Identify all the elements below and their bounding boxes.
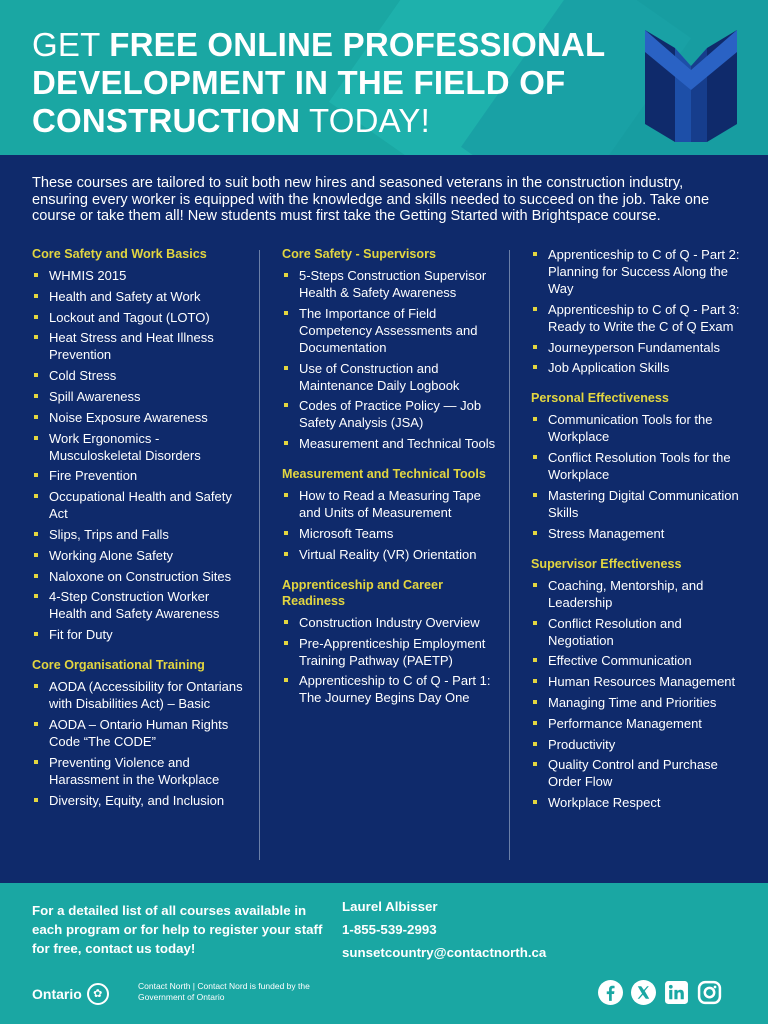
course-list: [282, 487, 496, 563]
section-title: Supervisor Effectiveness: [531, 556, 682, 571]
list-item: Virtual Reality (VR) Orientation: [282, 546, 496, 563]
list-item: Measurement and Technical Tools: [282, 435, 496, 452]
list-item: How to Read a Measuring Tape and Units of Measurement: [282, 487, 496, 521]
title-part: CONSTRUCTION: [32, 102, 301, 139]
social-links: [598, 980, 722, 1005]
section-measurement-tools: [282, 466, 496, 563]
linkedin-icon[interactable]: [664, 980, 689, 1005]
intro-paragraph: These courses are tailored to suit both new hires and seasoned veterans in the construction industry, ensuring every worker is equipped with the knowledge and skills needed to succeed on the job. Take one course or take them all! New students must first take the Getting Started with Brightspace course.: [32, 175, 710, 225]
list-item: The Importance of Field Competency Assessments and Documentation: [282, 305, 496, 356]
column-divider: [259, 250, 260, 860]
section-title: Core Safety - Supervisors: [282, 247, 436, 261]
section-title: Personal Effectiveness: [531, 391, 669, 406]
trillium-icon: ✿: [87, 983, 109, 1005]
course-list: [531, 246, 745, 376]
contact-phone[interactable]: 1-855-539-2993: [342, 922, 437, 937]
title-part: TODAY!: [300, 102, 431, 139]
course-column-1: [32, 246, 246, 823]
list-item: Cold Stress: [32, 367, 246, 384]
list-item: Mastering Digital Communication Skills: [531, 487, 745, 521]
list-item: Working Alone Safety: [32, 547, 246, 564]
list-item: Effective Communication: [531, 652, 745, 669]
call-to-action: For a detailed list of all courses available in each program or for help to register your staff for free, contact us today!: [32, 903, 323, 956]
list-item: Health and Safety at Work: [32, 288, 246, 305]
footer: [0, 883, 768, 1024]
course-list: [282, 267, 496, 452]
list-item: Construction Industry Overview: [282, 614, 496, 631]
facebook-icon[interactable]: [598, 980, 623, 1005]
section-core-safety-supervisors: [282, 246, 496, 452]
funding-note: Contact North | Contact Nord is funded by the Government of Ontario: [138, 981, 310, 1002]
contact-email[interactable]: sunsetcountry@contactnorth.ca: [342, 945, 547, 960]
contact-name: Laurel Albisser: [342, 899, 438, 914]
list-item: Spill Awareness: [32, 388, 246, 405]
list-item: WHMIS 2015: [32, 267, 246, 284]
section-title: Apprenticeship and Career Readiness: [282, 577, 443, 608]
list-item: Coaching, Mentorship, and Leadership: [531, 577, 745, 611]
x-icon[interactable]: [631, 980, 656, 1005]
title-part: DEVELOPMENT IN THE FIELD OF: [32, 64, 566, 101]
list-item: Workplace Respect: [531, 794, 745, 811]
ontario-wordmark: Ontario: [32, 986, 82, 1002]
title-part: GET: [32, 26, 110, 63]
section-title: Core Safety and Work Basics: [32, 247, 207, 261]
list-item: Journeyperson Fundamentals: [531, 339, 745, 356]
list-item: Naloxone on Construction Sites: [32, 568, 246, 585]
course-column-3: [531, 246, 745, 825]
ontario-logo: [32, 983, 109, 1005]
list-item: Work Ergonomics - Musculoskeletal Disorders: [32, 430, 246, 464]
list-item: Apprenticeship to C of Q - Part 2: Planning for Success Along the Way: [531, 246, 745, 297]
title-part: FREE ONLINE PROFESSIONAL: [109, 26, 606, 63]
course-list: [32, 267, 246, 643]
page-title: [32, 26, 632, 140]
header-banner: [0, 0, 768, 155]
section-personal-effectiveness: [531, 390, 745, 541]
list-item: AODA (Accessibility for Ontarians with Disabilities Act) – Basic: [32, 678, 246, 712]
list-item: Diversity, Equity, and Inclusion: [32, 792, 246, 809]
list-item: Use of Construction and Maintenance Daily Logbook: [282, 360, 496, 394]
list-item: Occupational Health and Safety Act: [32, 488, 246, 522]
list-item: Human Resources Management: [531, 673, 745, 690]
course-column-2: [282, 246, 496, 720]
list-item: Pre-Apprenticeship Employment Training Pathway (PAETP): [282, 635, 496, 669]
list-item: Noise Exposure Awareness: [32, 409, 246, 426]
list-item: Apprenticeship to C of Q - Part 1: The Journey Begins Day One: [282, 672, 496, 706]
column-divider: [509, 250, 510, 860]
contact-north-logo: [645, 30, 737, 142]
section-supervisor-effectiveness: [531, 556, 745, 811]
section-core-safety: [32, 246, 246, 643]
list-item: Quality Control and Purchase Order Flow: [531, 756, 745, 790]
list-item: Codes of Practice Policy — Job Safety Analysis (JSA): [282, 397, 496, 431]
list-item: Stress Management: [531, 525, 745, 542]
section-apprenticeship: [282, 577, 496, 707]
section-title: Core Organisational Training: [32, 658, 205, 673]
course-list: [32, 678, 246, 808]
list-item: Productivity: [531, 736, 745, 753]
list-item: 5-Steps Construction Supervisor Health & Safety Awareness: [282, 267, 496, 301]
list-item: Performance Management: [531, 715, 745, 732]
section-apprenticeship-continued: [531, 246, 745, 376]
course-list: [531, 577, 745, 811]
list-item: Conflict Resolution Tools for the Workplace: [531, 449, 745, 483]
list-item: Job Application Skills: [531, 359, 745, 376]
contact-info: [342, 895, 546, 964]
list-item: 4-Step Construction Worker Health and Safety Awareness: [32, 588, 246, 622]
list-item: Managing Time and Priorities: [531, 694, 745, 711]
list-item: Fit for Duty: [32, 626, 246, 643]
list-item: Communication Tools for the Workplace: [531, 411, 745, 445]
list-item: Conflict Resolution and Negotiation: [531, 615, 745, 649]
list-item: Fire Prevention: [32, 467, 246, 484]
section-core-organisational: [32, 657, 246, 808]
list-item: Lockout and Tagout (LOTO): [32, 309, 246, 326]
list-item: Preventing Violence and Harassment in the Workplace: [32, 754, 246, 788]
list-item: Heat Stress and Heat Illness Prevention: [32, 329, 246, 363]
course-list: [282, 614, 496, 707]
list-item: Slips, Trips and Falls: [32, 526, 246, 543]
list-item: Microsoft Teams: [282, 525, 496, 542]
section-title: Measurement and Technical Tools: [282, 467, 486, 482]
instagram-icon[interactable]: [697, 980, 722, 1005]
list-item: Apprenticeship to C of Q - Part 3: Ready to Write the C of Q Exam: [531, 301, 745, 335]
list-item: AODA – Ontario Human Rights Code “The CODE”: [32, 716, 246, 750]
course-list: [531, 411, 745, 541]
